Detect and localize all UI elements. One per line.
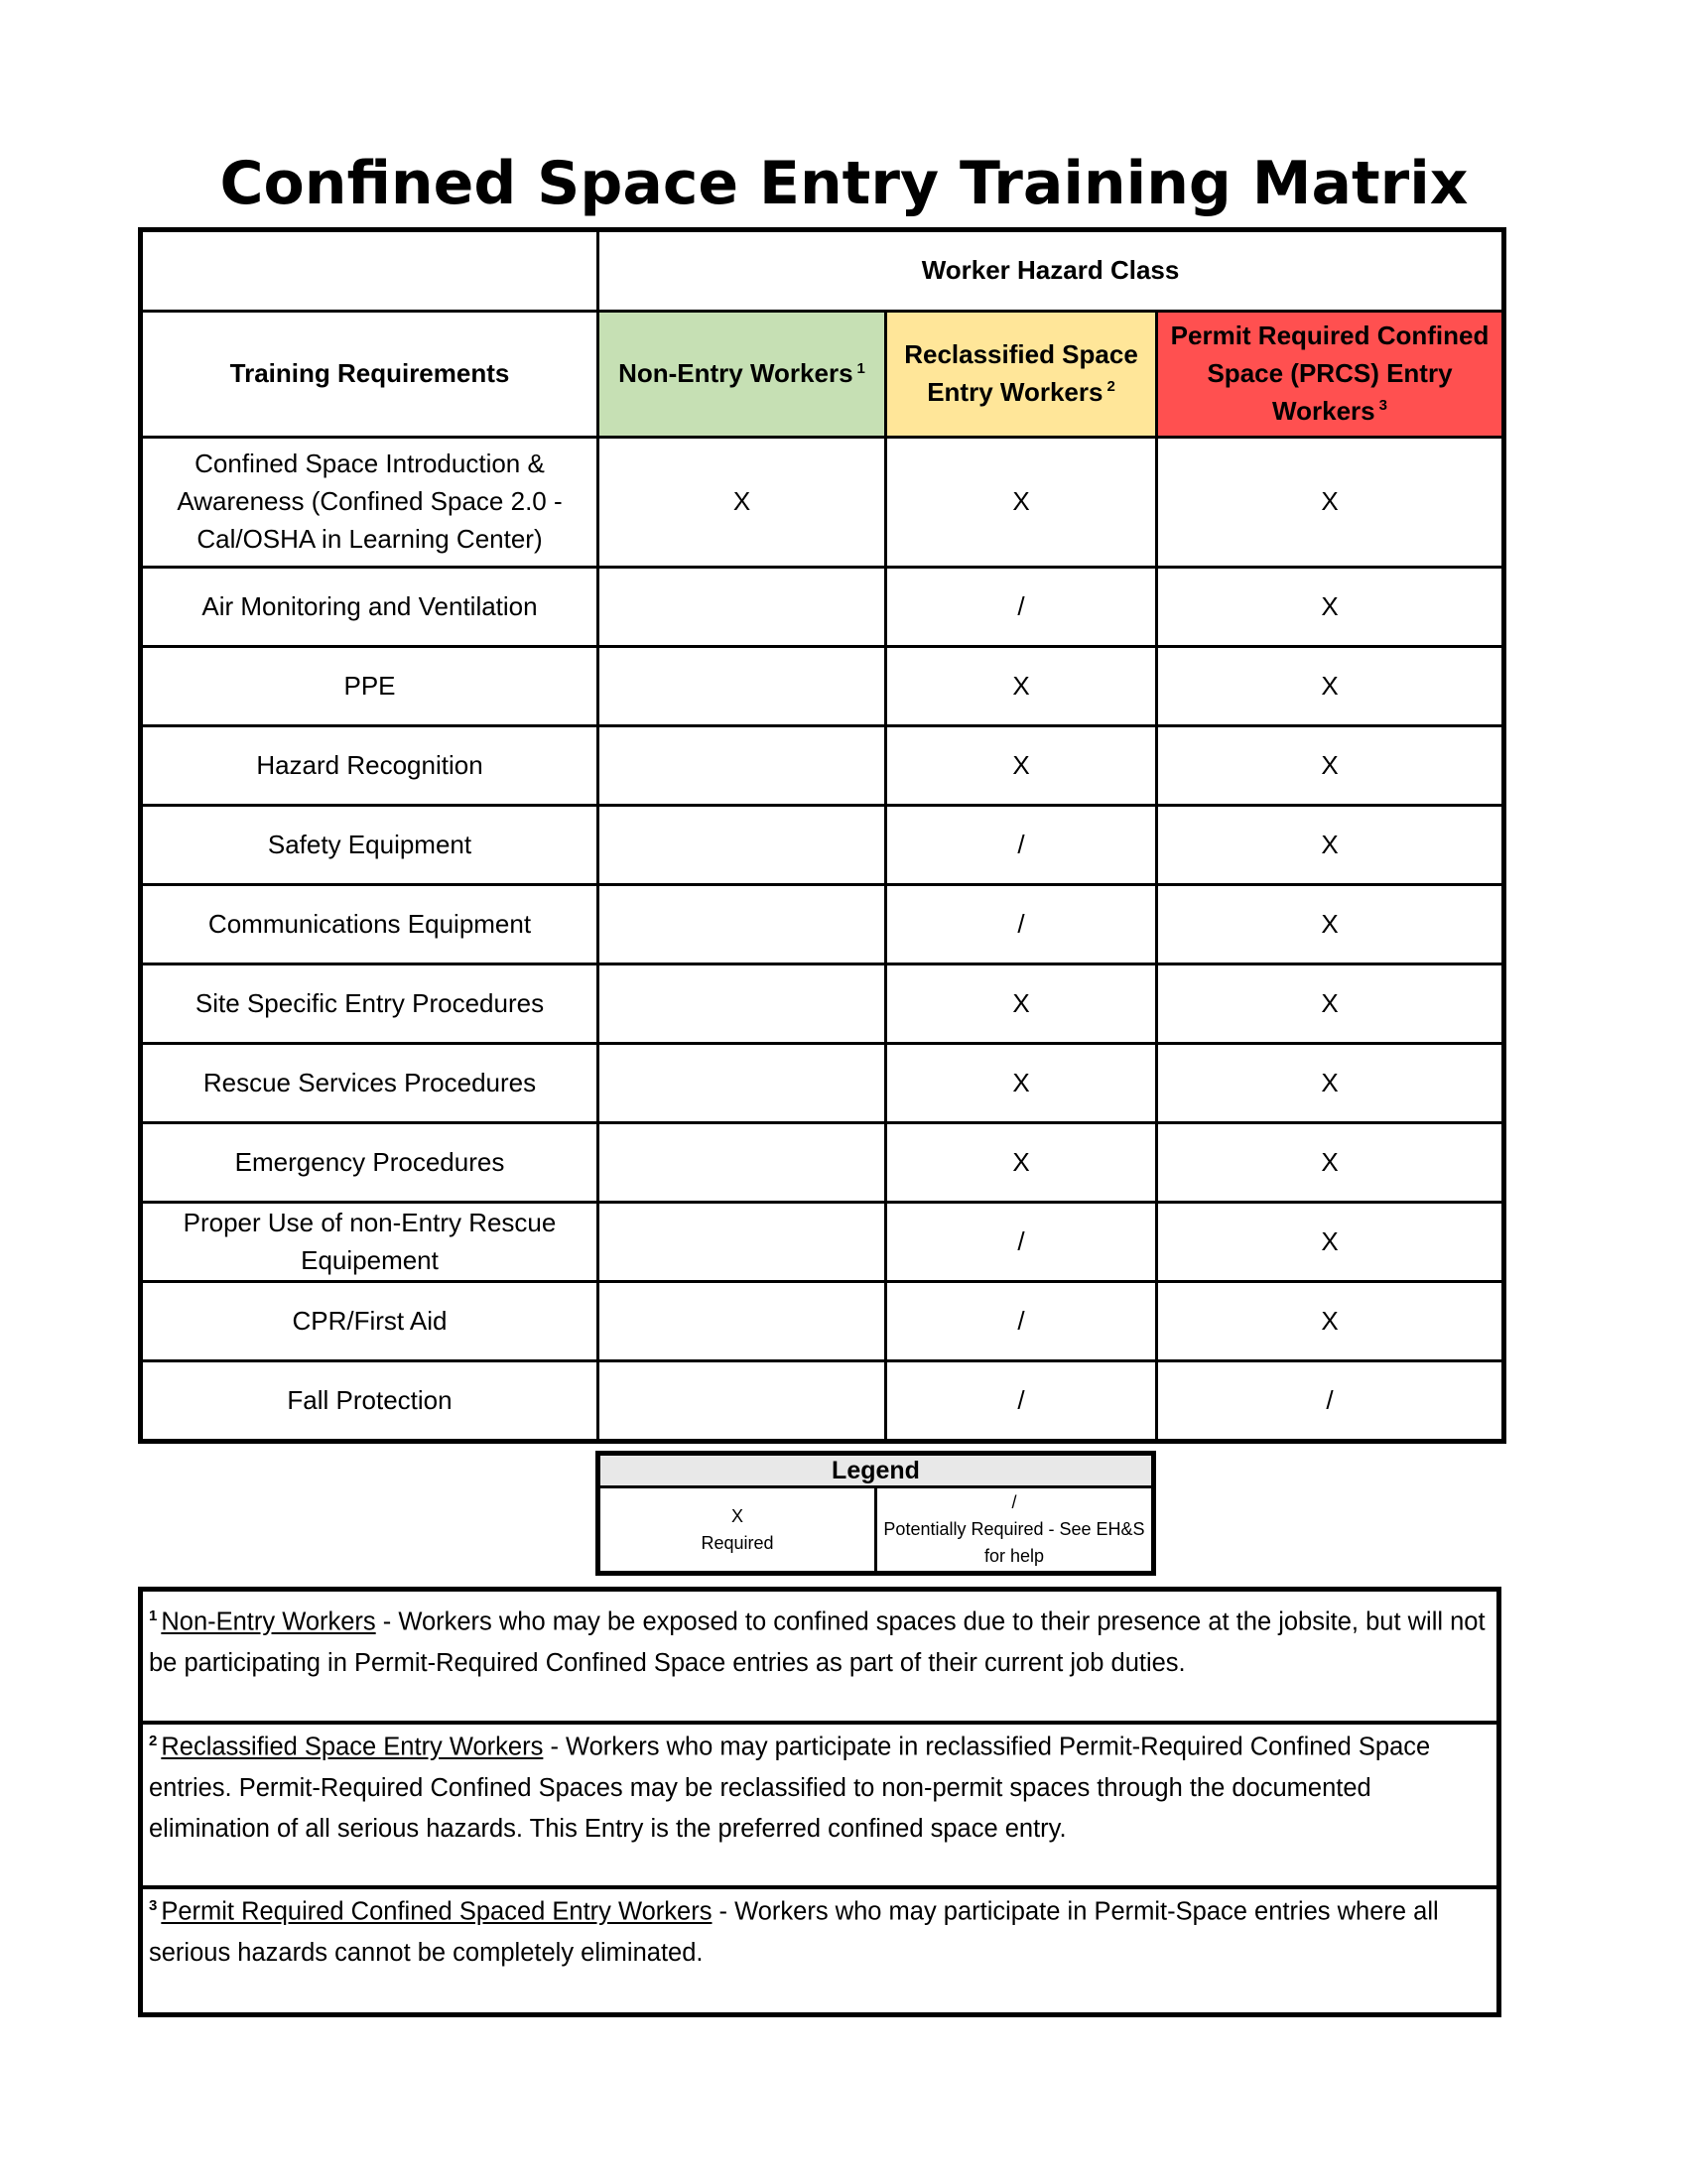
requirement-label: Communications Equipment — [141, 885, 598, 964]
column-header-prcs — [1157, 312, 1504, 438]
footnote-text: - Workers who may participate in Permit-Space entries where all serious hazards cannot be completely eliminated. — [149, 1897, 1439, 1967]
footnotes-box — [138, 1587, 1501, 2017]
training-requirements-header: Training Requirements — [141, 312, 598, 438]
cell-reclassified: X — [886, 438, 1157, 568]
footnote-term: Reclassified Space Entry Workers — [161, 1733, 544, 1761]
cell-non-entry — [598, 1361, 886, 1442]
cell-reclassified: X — [886, 964, 1157, 1044]
legend-item-required — [598, 1487, 876, 1574]
requirement-label: Rescue Services Procedures — [141, 1044, 598, 1123]
cell-non-entry: X — [598, 438, 886, 568]
requirement-label: CPR/First Aid — [141, 1282, 598, 1361]
column-label: Non-Entry Workers — [618, 358, 853, 389]
legend-meaning: Required — [701, 1532, 774, 1553]
cell-reclassified: / — [886, 885, 1157, 964]
cell-non-entry — [598, 1203, 886, 1282]
table-row — [141, 647, 1504, 726]
cell-non-entry — [598, 726, 886, 806]
cell-prcs: X — [1157, 1044, 1504, 1123]
table-row — [141, 964, 1504, 1044]
cell-reclassified: / — [886, 1282, 1157, 1361]
cell-non-entry — [598, 1282, 886, 1361]
legend-meaning: Potentially Required - See EH&S for help — [883, 1519, 1145, 1566]
footnote-ref: 2 — [1106, 378, 1115, 396]
requirement-label: Site Specific Entry Procedures — [141, 964, 598, 1044]
footnote-text: - Workers who may participate in reclassified Permit-Required Confined Space entries. Permit-Required Confined Spaces may be reclassified to non-permit spaces through the documented elimination of all serious hazards. This Entry is the preferred confined space entry. — [149, 1733, 1431, 1843]
training-matrix-table — [138, 227, 1506, 1444]
header-row-group — [141, 230, 1504, 312]
table-row — [141, 1203, 1504, 1282]
footnote-2 — [143, 1717, 1496, 1889]
cell-non-entry — [598, 1044, 886, 1123]
cell-non-entry — [598, 1123, 886, 1203]
cell-prcs: X — [1157, 568, 1504, 647]
footnote-ref: 1 — [856, 359, 865, 377]
legend-symbol: X — [730, 1505, 743, 1526]
cell-reclassified: / — [886, 806, 1157, 885]
requirement-label: Confined Space Introduction & Awareness (Confined Space 2.0 - Cal/OSHA in Learning Center) — [141, 438, 598, 568]
cell-reclassified: / — [886, 1361, 1157, 1442]
requirement-label: Emergency Procedures — [141, 1123, 598, 1203]
cell-prcs: / — [1157, 1361, 1504, 1442]
cell-reclassified: X — [886, 726, 1157, 806]
column-label: Reclassified Space Entry Workers — [904, 339, 1138, 407]
footnote-term: Non-Entry Workers — [161, 1607, 376, 1636]
worker-hazard-class-header: Worker Hazard Class — [598, 230, 1504, 312]
cell-non-entry — [598, 964, 886, 1044]
cell-prcs: X — [1157, 964, 1504, 1044]
footnote-term: Permit Required Confined Spaced Entry Workers — [161, 1897, 713, 1926]
page-title: Confined Space Entry Training Matrix — [219, 149, 1469, 218]
column-label: Permit Required Confined Space (PRCS) Entry Workers — [1170, 321, 1490, 426]
table-row — [141, 438, 1504, 568]
cell-prcs: X — [1157, 885, 1504, 964]
empty-corner-cell — [141, 230, 598, 312]
column-header-reclassified — [886, 312, 1157, 438]
cell-prcs: X — [1157, 726, 1504, 806]
cell-prcs: X — [1157, 1282, 1504, 1361]
cell-non-entry — [598, 647, 886, 726]
table-row — [141, 1361, 1504, 1442]
footnote-number: 3 — [149, 1897, 158, 1914]
cell-non-entry — [598, 885, 886, 964]
requirement-label: PPE — [141, 647, 598, 726]
cell-non-entry — [598, 806, 886, 885]
footnote-1 — [143, 1592, 1496, 1725]
footnote-number: 2 — [149, 1733, 158, 1749]
legend-symbol: / — [1011, 1492, 1017, 1512]
footnote-number: 1 — [149, 1607, 158, 1624]
cell-reclassified: X — [886, 1044, 1157, 1123]
requirement-label: Safety Equipment — [141, 806, 598, 885]
legend-table — [595, 1451, 1156, 1576]
table-row — [141, 885, 1504, 964]
legend-title: Legend — [598, 1454, 1154, 1487]
header-row-columns — [141, 312, 1504, 438]
footnote-ref: 3 — [1378, 397, 1387, 415]
table-row — [141, 1123, 1504, 1203]
cell-prcs: X — [1157, 806, 1504, 885]
cell-reclassified: / — [886, 568, 1157, 647]
cell-non-entry — [598, 568, 886, 647]
requirement-label: Hazard Recognition — [141, 726, 598, 806]
table-row — [141, 568, 1504, 647]
cell-reclassified: / — [886, 1203, 1157, 1282]
cell-prcs: X — [1157, 1123, 1504, 1203]
cell-reclassified: X — [886, 647, 1157, 726]
table-row — [141, 726, 1504, 806]
requirement-label: Fall Protection — [141, 1361, 598, 1442]
cell-prcs: X — [1157, 1203, 1504, 1282]
footnote-text: - Workers who may be exposed to confined spaces due to their presence at the jobsite, but will not be participating in Permit-Required Confined Space entries as part of their current job duties. — [149, 1607, 1486, 1677]
legend-item-potentially-required — [876, 1487, 1154, 1574]
table-row — [141, 806, 1504, 885]
cell-prcs: X — [1157, 647, 1504, 726]
requirement-label: Proper Use of non-Entry Rescue Equipement — [141, 1203, 598, 1282]
footnote-3 — [143, 1881, 1496, 1978]
cell-prcs: X — [1157, 438, 1504, 568]
table-row — [141, 1282, 1504, 1361]
table-row — [141, 1044, 1504, 1123]
requirement-label: Air Monitoring and Ventilation — [141, 568, 598, 647]
cell-reclassified: X — [886, 1123, 1157, 1203]
column-header-non-entry — [598, 312, 886, 438]
